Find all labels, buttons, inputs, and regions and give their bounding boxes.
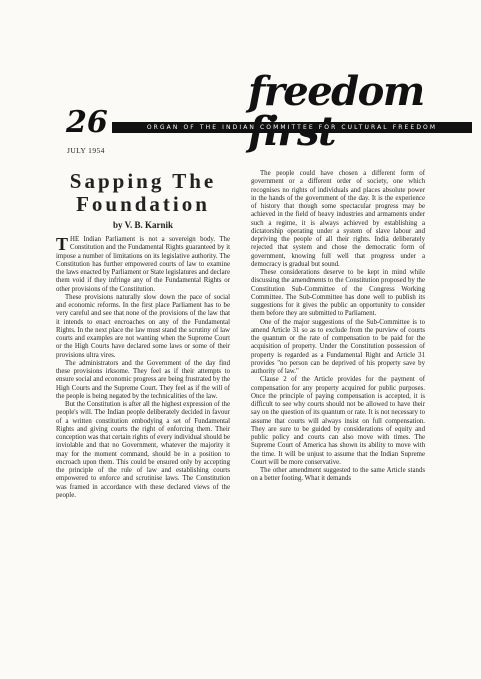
right-column [251,170,425,484]
issue-number: 26 [66,105,108,140]
paragraph: Clause 2 of the Article provides for the payment of compensation for any property acquired for public purposes. Once the principle of paying compensation is accepted, it is difficult to see why courts should not be allowed to have their say on the question of its quantum or rate. It is not necessary to assume that courts will always insist on full compensation. They are sure to be guided by considerations of equity and public policy and courts can also move with times. The Supreme Court of America has shown its ability to move with the time. It will be unjust to assume that the Indian Supreme Court will be more conservative. [251,376,425,466]
paragraph: These provisions naturally slow down the pace of social and economic reforms. In the first place Parliament has to be very careful and see that none of the provisions of the law that it intends to enact encroaches on any of the Fundamental Rights. In the next place the law must stand the scrutiny of law courts and examples are not wanting when the Supreme Court or the High Courts have declared some laws or some of their provisions ultra vires. [56,293,230,359]
paragraph: One of the major suggestions of the Sub-Committee is to amend Article 31 so as to exclude from the purview of courts the quantum or the rate of compensation to be paid for the acquisition of property. Under the Constitution possession of property is regarded as a Fundamental Right and Article 31 provides "no person can be deprived of his property save by authority of law." [251,318,425,375]
title-line-1: Sapping The [69,169,217,193]
drop-cap: T [56,234,69,254]
paragraph: These considerations deserve to be kept in mind while discussing the amendments to the Constitution proposed by the Constitution Sub-Committee of the Congress Working Committee. The Sub-Committee has done well to publish its suggestions for it gives the public an opportunity to consider them before they are submitted to Parliament. [251,269,425,318]
paragraph: The people could have chosen a different form of government or a different order of society, one which recognises no rights of individuals and places absolute power in the hands of the government of the day. It is the experience of history that though some spectacular progress may be achieved in the field of heavy industries and armaments under such a regime, it is always achieved by establishing a dictatorship operating under a system of slave labour and depriving the people of all their rights. India deliberately rejected that system and chose the democratic form of government, knowing full well that progress under a democracy is gradual but sound. [251,170,425,268]
paragraph: The other amendment suggested to the same Article stands on a better footing. What it demands [251,467,425,483]
paragraph: THE Indian Parliament is not a sovereign body. The Constitution and the Fundamental Rights guaranteed by it impose a number of limitations on its legislative authority. The Constitution has further empowered courts of law to examine the laws enacted by Parliament or State legislatures and declare them void if they infringe any of the Fundamental Rights or other provisions of the Constitution. [56,234,230,293]
byline: by V. B. Karnik [113,220,173,230]
organization-bar: ORGAN OF THE INDIAN COMMITTEE FOR CULTURAL FREEDOM [112,122,472,133]
paragraph: The administrators and the Government of the day find these provisions irksome. They feel as if their attempts to ensure social and economic progress are being frustrated by the High Courts and the Supreme Court. They feel as if the will of the people is being negated by the technicalities of the law. [56,359,230,400]
masthead-logo: freedom [248,68,424,115]
left-column [56,170,230,500]
title-line-2: Foundation [76,192,210,216]
issue-date: JULY 1954 [67,146,105,155]
article-title [56,170,230,216]
paragraph: But the Constitution is after all the highest expression of the people's will. The Indian people deliberately decided in favour of a written constitution embodying a set of Fundamental Rights and giving courts the right of enforcing them. Their conception was that certain rights of every individual should be inviolable and that no Government, whatever the majority it may for the moment command, should be in a position to encroach upon them. This could be ensured only by accepting the principle of the rule of law and establishing courts empowered to enforce and scrutinise laws. The Constitution was framed in accordance with these declared views of the people. [56,401,230,499]
